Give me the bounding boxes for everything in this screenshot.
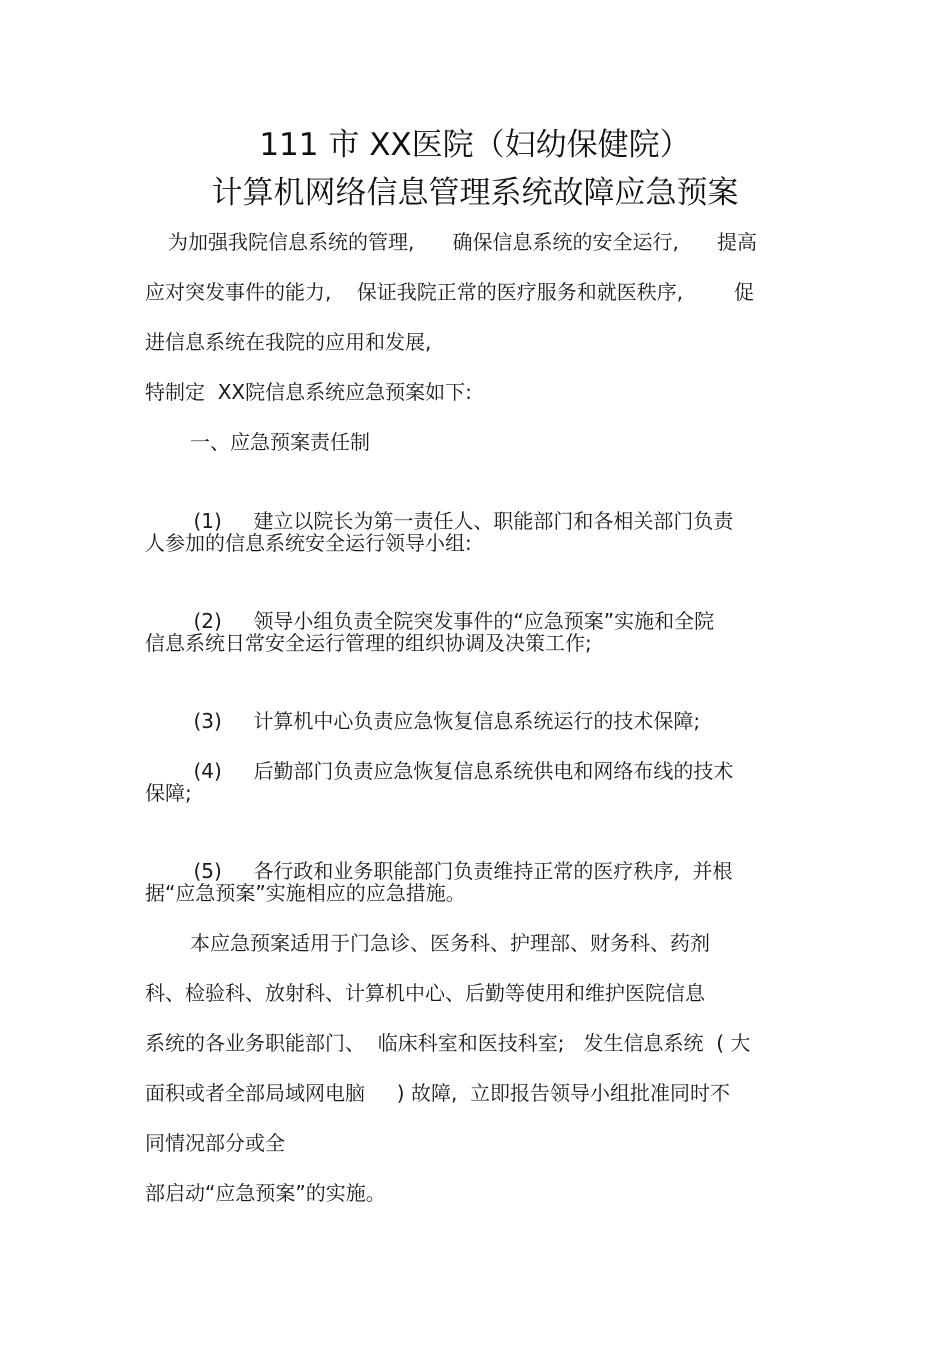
list-item-4-line-1 bbox=[168, 729, 733, 813]
list-item-1-line-2: 人参加的信息系统安全运行领导小组: bbox=[145, 531, 472, 555]
document-title-line2: 计算机网络信息管理系统故障应急预案 bbox=[211, 175, 739, 211]
list-item-3-text: 计算机中心负责应急恢复信息系统运行的技术保障; bbox=[253, 709, 701, 733]
section-heading: 一、应急预案责任制 bbox=[190, 430, 370, 454]
list-item-4-line-2: 保障; bbox=[145, 781, 192, 805]
list-item-1-text: 建立以院长为第一责任人、职能部门和各相关部门负责 bbox=[253, 509, 734, 533]
scope-line-3: 系统的各业务职能部门、 临床科室和医技科室; 发生信息系统 ( 大 bbox=[145, 1031, 751, 1055]
intro-line-1: 为加强我院信息系统的管理, 确保信息系统的安全运行, 提高 bbox=[168, 230, 758, 254]
document-title-line1: 111 市 XX医院（妇幼保健院） bbox=[259, 127, 691, 163]
intro-line-4: 特制定 XX院信息系统应急预案如下: bbox=[145, 380, 472, 404]
list-item-5-text: 各行政和业务职能部门负责维持正常的医疗秩序, 并根 bbox=[253, 859, 733, 883]
list-item-4-text: 后勤部门负责应急恢复信息系统供电和网络布线的技术 bbox=[253, 759, 734, 783]
scope-line-5: 同情况部分或全 bbox=[145, 1131, 285, 1155]
list-item-5-line-2: 据“应急预案”实施相应的应急措施。 bbox=[145, 881, 466, 905]
scope-line-2: 科、检验科、放射科、计算机中心、后勤等使用和维护医院信息 bbox=[145, 981, 705, 1005]
intro-line-2: 应对突发事件的能力, 保证我院正常的医疗服务和就医秩序, 促 bbox=[145, 280, 755, 304]
list-item-5-number: (5) bbox=[193, 859, 222, 883]
scope-line-1: 本应急预案适用于门急诊、医务科、护理部、财务科、药剂 bbox=[190, 931, 710, 955]
scope-line-6: 部启动“应急预案”的实施。 bbox=[145, 1181, 386, 1205]
scope-line-4: 面积或者全部局域网电脑 ) 故障, 立即报告领导小组批准同时不 bbox=[145, 1081, 731, 1105]
list-item-3-number: (3) bbox=[193, 709, 222, 733]
list-item-4-number: (4) bbox=[193, 759, 222, 783]
list-item-2-line-2: 信息系统日常安全运行管理的组织协调及决策工作; bbox=[145, 631, 592, 655]
list-item-1-number: (1) bbox=[193, 509, 222, 533]
list-item-2-number: (2) bbox=[193, 609, 222, 633]
intro-line-3: 进信息系统在我院的应用和发展, bbox=[145, 330, 432, 354]
list-item-2-text: 领导小组负责全院突发事件的“应急预案”实施和全院 bbox=[253, 609, 715, 633]
